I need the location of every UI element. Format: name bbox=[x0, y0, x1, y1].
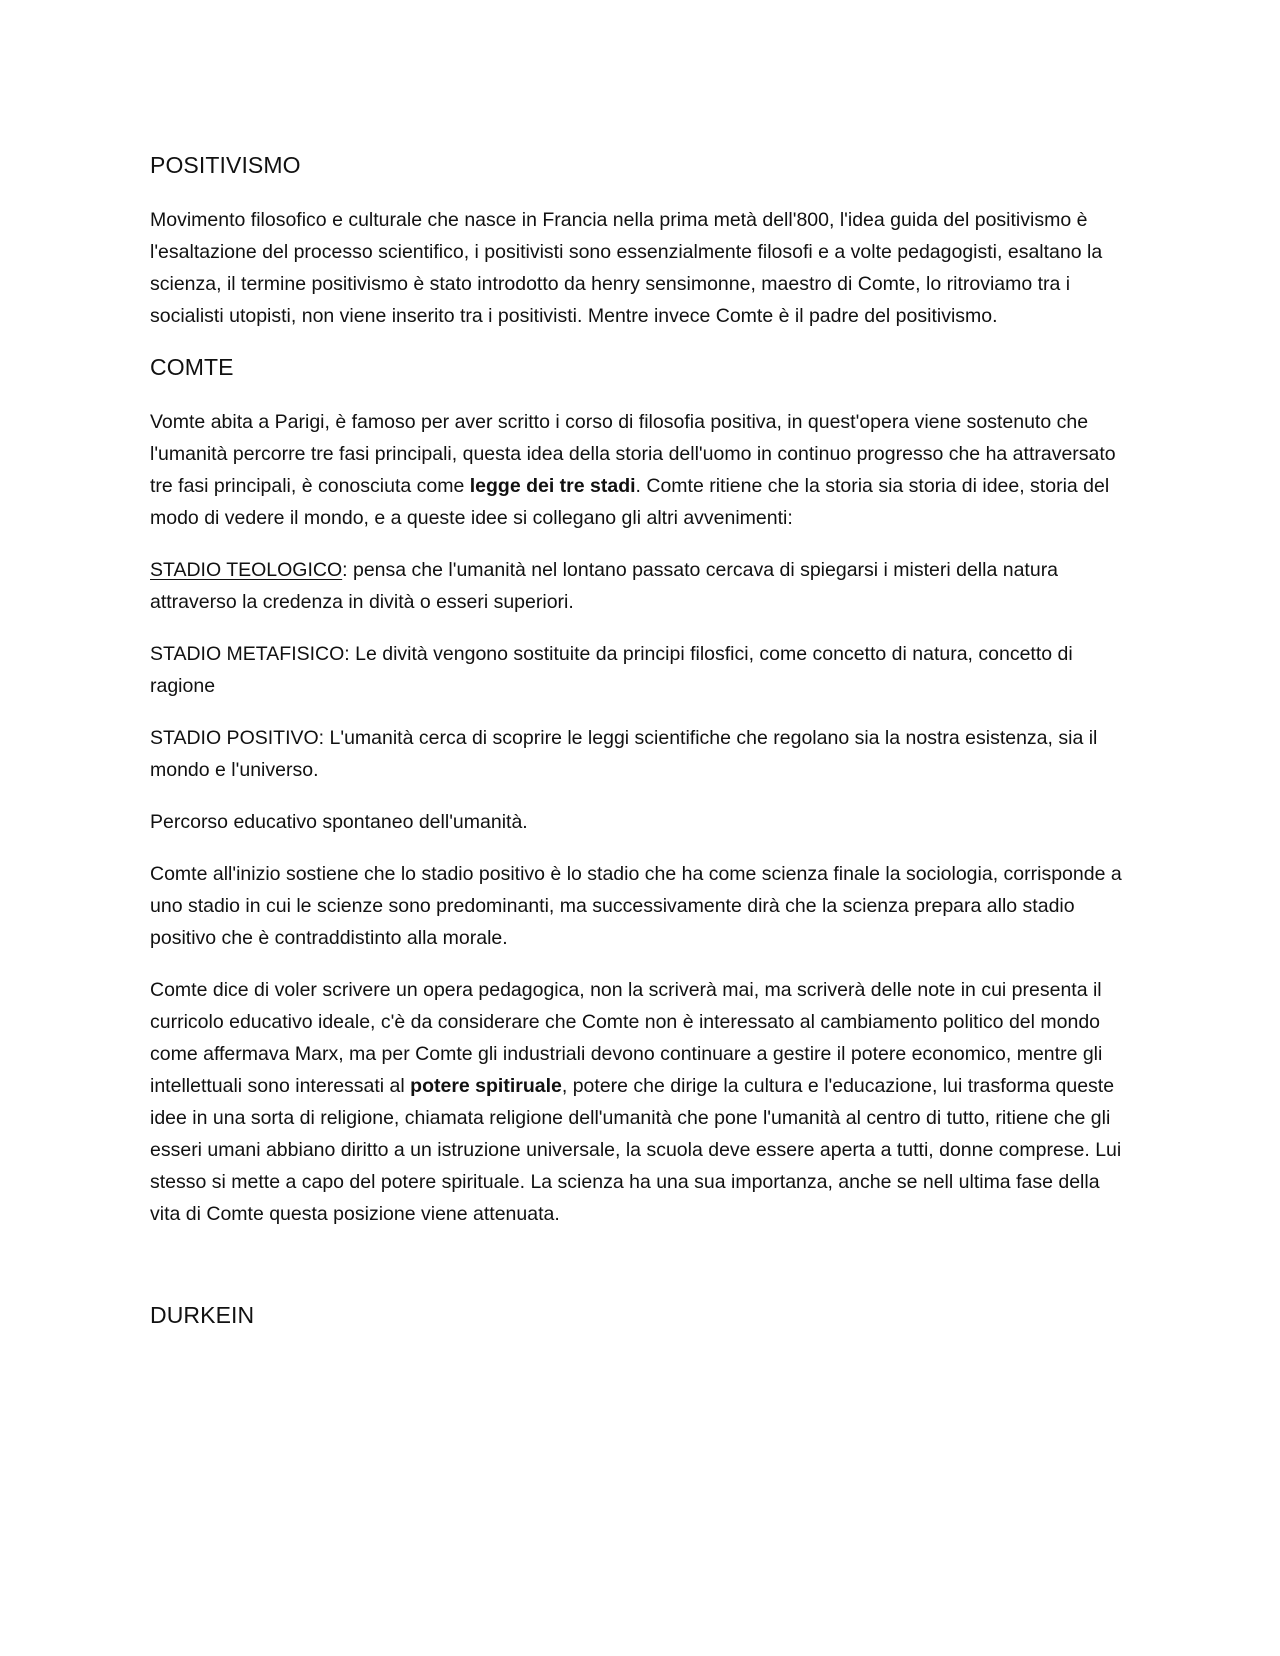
stadio-teologico-paragraph bbox=[150, 554, 1135, 618]
bold-term-legge-dei-tre-stadi: legge dei tre stadi bbox=[469, 475, 636, 497]
stadio-positivo-paragraph: STADIO POSITIVO: L'umanità cerca di scoprire le leggi scientifiche che regolano sia la nostra esistenza, sia il mondo e l'universo. bbox=[150, 727, 1098, 781]
comte-p1-text-before: Vomte abita a Parigi, è famoso per aver scritto i corso di filosofia positiva, in quest'opera viene sostenuto che l'umanità percorre tre fasi principali, questa idea della storia dell'uomo in continuo progresso che ha attraversato tre fasi principali, è conosciuta come bbox=[150, 411, 1116, 497]
comte-p1-text-after: . Comte ritiene che la storia sia storia di idee, storia del modo di vedere il mondo, e a queste idee si collegano gli altri avvenimenti: bbox=[150, 475, 1110, 529]
section-heading-durkein: DURKEIN bbox=[150, 1302, 255, 1328]
comte-paragraph-2: Comte all'inizio sostiene che lo stadio positivo è lo stadio che ha come scienza finale la sociologia, corrisponde a uno stadio in cui le scienze sono predominanti, ma successivamente dirà che la scienza prepara allo stadio positivo che è contraddistinto alla morale. bbox=[150, 863, 1122, 949]
section-heading-comte: COMTE bbox=[150, 354, 234, 380]
comte-paragraph-1 bbox=[150, 406, 1135, 534]
stadio-teologico-label: STADIO TEOLOGICO bbox=[150, 559, 343, 581]
stadio-teologico-text: : pensa che l'umanità nel lontano passato cercava di spiegarsi i misteri della natura attraverso la credenza in dività o esseri superiori. bbox=[150, 559, 1059, 613]
intro-paragraph: Movimento filosofico e culturale che nasce in Francia nella prima metà dell'800, l'idea guida del positivismo è l'esaltazione del processo scientifico, i positivisti sono essenzialmente filosofi e a volte pedagogisti, esaltano la scienza, il termine positivismo è stato introdotto da henry sensimonne, maestro di Comte, lo ritroviamo tra i socialisti utopisti, non viene inserito tra i positivisti. Mentre invece Comte è il padre del positivismo. bbox=[150, 209, 1103, 327]
comte-paragraph-3 bbox=[150, 974, 1135, 1230]
comte-p3-text-before: Comte dice di voler scrivere un opera pedagogica, non la scriverà mai, ma scriverà delle note in cui presenta il curricolo educativo ideale, c'è da considerare che Comte non è interessato al cambiamento politico del mondo come affermava Marx, ma per Comte gli industriali devono continuare a gestire il potere economico, mentre gli intellettuali sono interessati al bbox=[150, 979, 1103, 1097]
document-page bbox=[150, 150, 1135, 1354]
page-title: POSITIVISMO bbox=[150, 152, 301, 178]
stadio-metafisico-paragraph: STADIO METAFISICO: Le dività vengono sostituite da principi filosfici, come concetto di natura, concetto di ragione bbox=[150, 643, 1073, 697]
bold-term-potere-spirituale: potere spitiruale bbox=[410, 1075, 562, 1097]
percorso-paragraph: Percorso educativo spontaneo dell'umanità. bbox=[150, 811, 528, 833]
comte-p3-text-after: , potere che dirige la cultura e l'educazione, lui trasforma queste idee in una sorta di religione, chiamata religione dell'umanità che pone l'umanità al centro di tutto, ritiene che gli esseri umani abbiano diritto a un istruzione universale, la scuola deve essere aperta a tutti, donne comprese. Lui stesso si mette a capo del potere spirituale. La scienza ha una sua importanza, anche se nell ultima fase della vita di Comte questa posizione viene attenuata. bbox=[150, 1075, 1122, 1225]
